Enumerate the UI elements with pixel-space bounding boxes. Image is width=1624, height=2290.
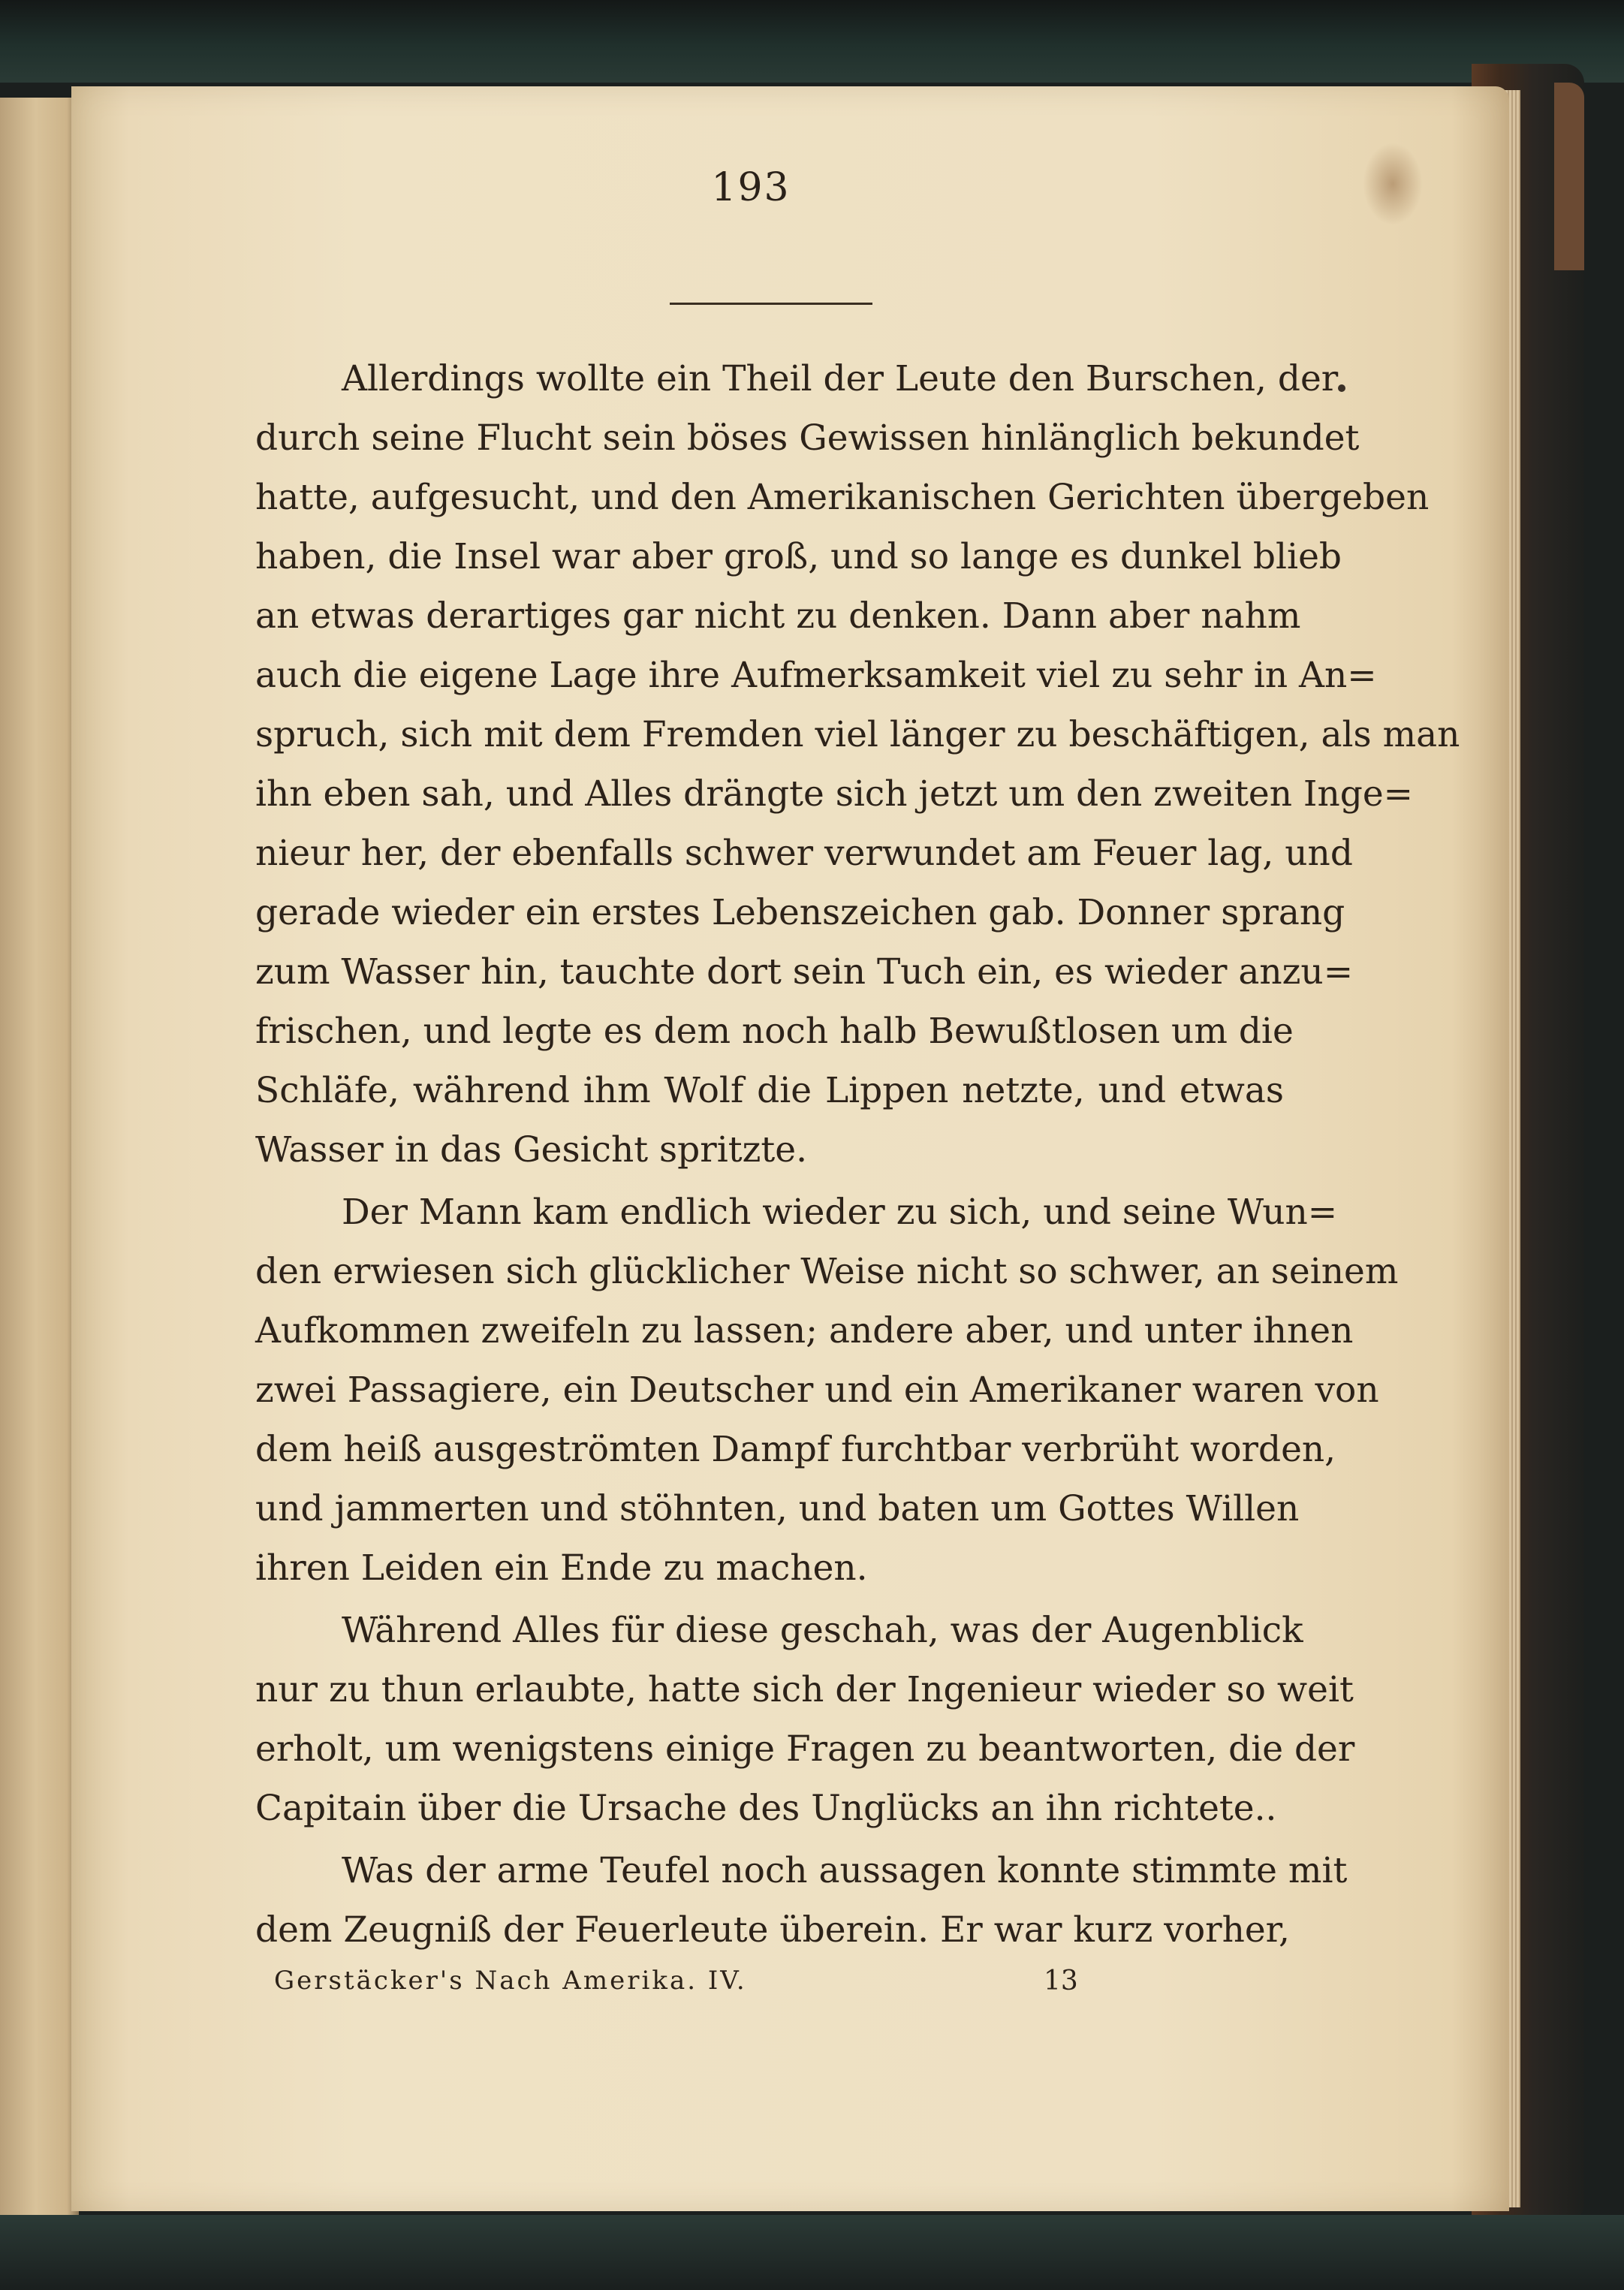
cover-corner: [1554, 83, 1584, 270]
text-line: spruch, sich mit dem Fremden viel länger zu beschäftigen, als man: [255, 714, 1460, 755]
ink-speck: [1338, 384, 1345, 392]
scan-background-bottom: [0, 2215, 1624, 2290]
text-line: Capitain über die Ursache des Unglücks an ihn richtete..: [255, 1788, 1277, 1829]
text-line: Wasser in das Gesicht spritzte.: [255, 1129, 808, 1171]
text-line: zwei Passagiere, ein Deutscher und ein Amerikaner waren von: [255, 1369, 1379, 1411]
text-line: durch seine Flucht sein böses Gewissen hinlänglich bekundet: [255, 417, 1360, 459]
text-line: Schläfe, während ihm Wolf die Lippen netzte, und etwas: [255, 1070, 1284, 1111]
text-line: ihren Leiden ein Ende zu machen.: [255, 1547, 868, 1589]
text-line: Was der arme Teufel noch aussagen konnte stimmte mit: [342, 1850, 1348, 1891]
text-line: Allerdings wollte ein Theil der Leute den Burschen, der: [342, 358, 1339, 399]
text-line: Aufkommen zweifeln zu lassen; andere aber, und unter ihnen: [255, 1310, 1354, 1351]
page-number: 193: [711, 165, 791, 210]
text-line: haben, die Insel war aber groß, und so lange es dunkel blieb: [255, 536, 1342, 577]
text-line: zum Wasser hin, tauchte dort sein Tuch ein, es wieder anzu=: [255, 951, 1354, 993]
header-rule: [670, 303, 872, 305]
text-line: Während Alles für diese geschah, was der Augenblick: [342, 1610, 1303, 1651]
text-line: hatte, aufgesucht, und den Amerikanischen Gerichten übergeben: [255, 477, 1430, 518]
text-line: ihn eben sah, und Alles drängte sich jetzt um den zweiten Inge=: [255, 773, 1414, 815]
text-line: dem heiß ausgeströmten Dampf furchtbar verbrüht worden,: [255, 1429, 1336, 1470]
footer-signature: Gerstäcker's Nach Amerika. IV.: [274, 1966, 747, 1996]
text-line: dem Zeugniß der Feuerleute überein. Er war kurz vorher,: [255, 1909, 1290, 1951]
footer-sheet-number: 13: [1044, 1966, 1078, 1996]
scan-background-top: [0, 0, 1624, 83]
left-page-edge: [0, 98, 79, 2222]
text-line: nur zu thun erlaubte, hatte sich der Ingenieur wieder so weit: [255, 1669, 1354, 1710]
text-line: Der Mann kam endlich wieder zu sich, und seine Wun=: [342, 1192, 1338, 1233]
text-line: gerade wieder ein erstes Lebenszeichen gab. Donner sprang: [255, 892, 1345, 933]
text-line: nieur her, der ebenfalls schwer verwundet am Feuer lag, und: [255, 833, 1353, 874]
text-line: frischen, und legte es dem noch halb Bewußtlosen um die: [255, 1011, 1294, 1052]
text-line: auch die eigene Lage ihre Aufmerksamkeit viel zu sehr in An=: [255, 655, 1377, 696]
text-line: erholt, um wenigstens einige Fragen zu beantworten, die der: [255, 1728, 1355, 1770]
paper-stain: [1363, 143, 1423, 225]
text-line: an etwas derartiges gar nicht zu denken. Dann aber nahm: [255, 595, 1301, 637]
text-line: und jammerten und stöhnten, und baten um Gottes Willen: [255, 1488, 1300, 1529]
body-text: [255, 349, 1460, 1960]
text-line: den erwiesen sich glücklicher Weise nicht so schwer, an seinem: [255, 1251, 1399, 1292]
